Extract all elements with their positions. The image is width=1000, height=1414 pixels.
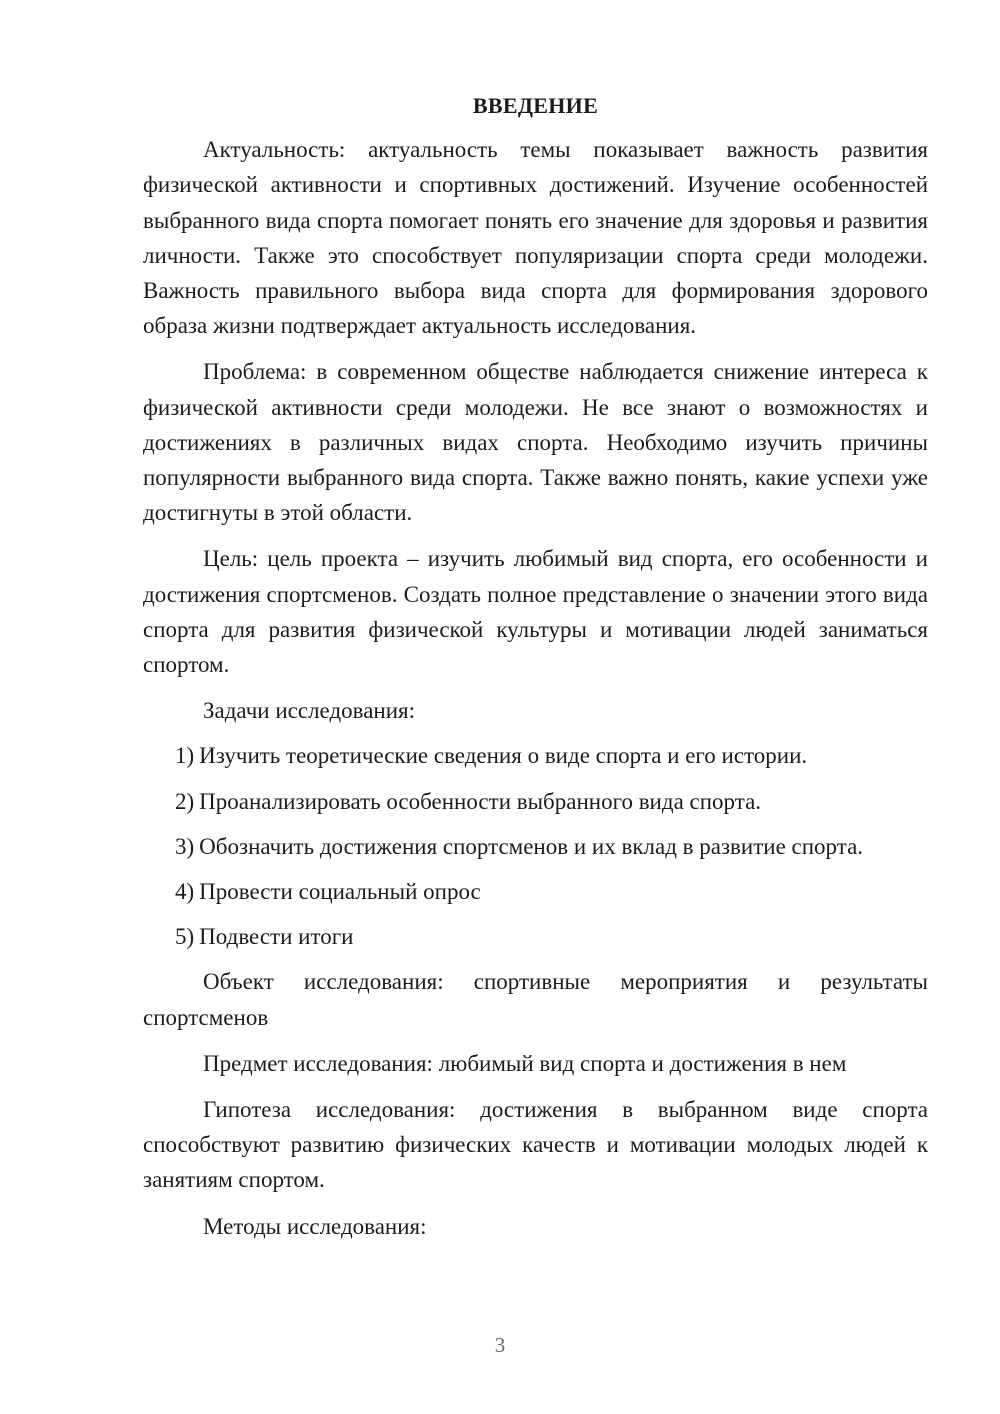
list-item-text: Проанализировать особенности выбранного вида спорта. xyxy=(199,788,762,814)
section-heading: ВВЕДЕНИЕ xyxy=(472,93,599,118)
list-item-number: 1) xyxy=(175,743,195,769)
goal-paragraph: Цель: цель проекта – изучить любимый вид спорта, его особенности и достижения спортсменов. Создать полное представление о значении этого вида спорта для развития физической культуры и мотивации людей заниматься спортом. xyxy=(143,546,928,678)
page-content xyxy=(143,88,928,1254)
list-item-text: Изучить теоретические сведения о виде спорта и его истории. xyxy=(199,743,808,769)
problem-paragraph: Проблема: в современном обществе наблюдается снижение интереса к физической активности среди молодежи. Не все знают о возможностях и достижениях в различных видах спорта. Необходимо изучить причины популярности выбранного вида спорта. Также важно понять, какие успехи уже достигнуты в этой области. xyxy=(143,359,928,526)
list-item-number: 3) xyxy=(175,833,195,859)
tasks-title: Задачи исследования: xyxy=(203,698,416,724)
page-number: 3 xyxy=(494,1333,506,1357)
hypothesis-paragraph: Гипотеза исследования: достижения в выбранном виде спорта способствуют развитию физических качеств и мотивации молодых людей к занятиям спортом. xyxy=(143,1097,928,1193)
object-paragraph: Объект исследования: спортивные мероприятия и результаты спортсменов xyxy=(143,969,928,1030)
list-item xyxy=(143,874,928,909)
subject-paragraph: Предмет исследования: любимый вид спорта и достижения в нем xyxy=(203,1050,847,1076)
tasks-list xyxy=(143,738,928,954)
list-item-number: 4) xyxy=(175,879,195,905)
list-item-text: Обозначить достижения спортсменов и их вклад в развитие спорта. xyxy=(199,833,864,859)
list-item xyxy=(143,738,928,773)
list-item xyxy=(143,784,928,819)
list-item-text: Подвести итоги xyxy=(199,924,354,950)
list-item xyxy=(143,829,928,864)
list-item xyxy=(143,919,928,954)
relevance-paragraph: Актуальность: актуальность темы показывает важность развития физической активности и спортивных достижений. Изучение особенностей выбранного вида спорта помогает понять его значение для здоровья и развития личности. Также это способствует популяризации спорта среди молодежи. Важность правильного выбора вида спорта для формирования здорового образа жизни подтверждает актуальность исследования. xyxy=(143,137,928,339)
list-item-number: 5) xyxy=(175,924,195,950)
list-item-text: Провести социальный опрос xyxy=(199,879,481,905)
list-item-number: 2) xyxy=(175,788,195,814)
methods-title: Методы исследования: xyxy=(203,1213,427,1239)
